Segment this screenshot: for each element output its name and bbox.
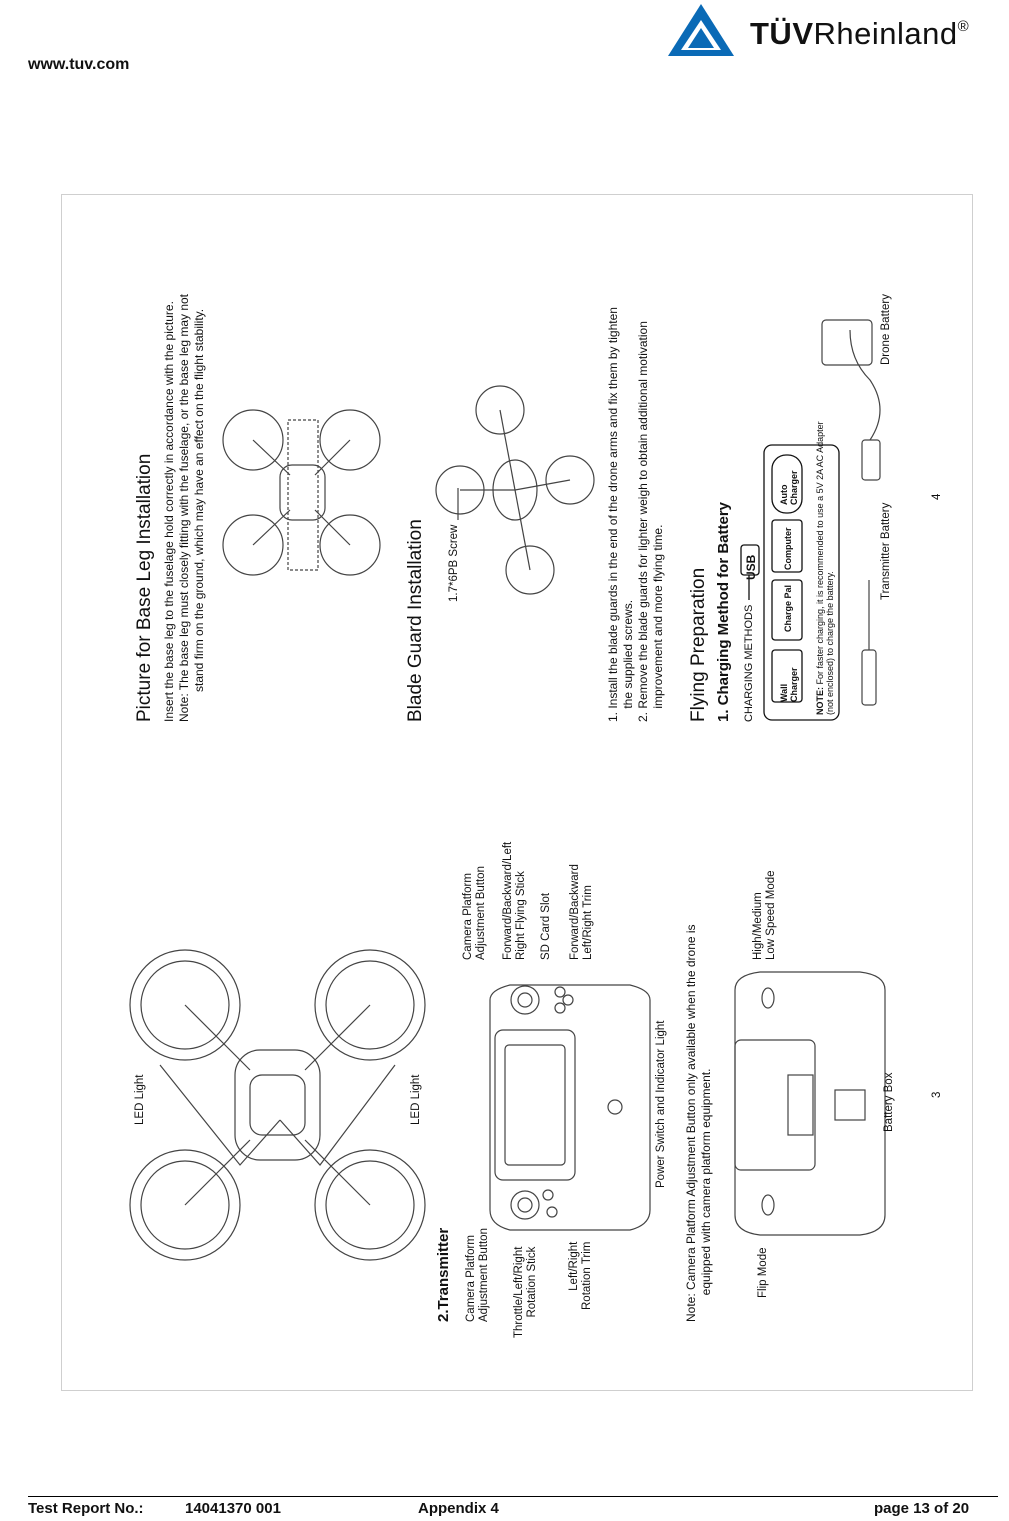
base-leg-drone-illustration (223, 410, 380, 575)
throttle-stick-label: Throttle/Left/Right Rotation Stick (513, 1246, 538, 1338)
transmitter-heading: 2.Transmitter (435, 1227, 452, 1322)
website-url: www.tuv.com (28, 56, 130, 73)
brand-name: TÜVRheinland® (750, 16, 970, 51)
page-indicator: page 13 of 20 (874, 1500, 970, 1517)
base-leg-instructions: Insert the base leg to the fuselage hold correctly in accordance with the picture. Note: The base leg must closely fitting with the fuselage, or the base leg may not stand firm on the ground, which may have an effect on the flight stability. (162, 293, 206, 722)
charging-method-heading: 1. Charging Method for Battery (715, 501, 732, 722)
fwd-trim-label: Forward/Backward Left/Right Trim (569, 864, 594, 960)
footer-rule (28, 1496, 998, 1497)
camera-platform-button-label-left: Camera Platform Adjustment Button (465, 1228, 490, 1322)
battery-box-label: Battery Box (883, 1072, 895, 1132)
appendix-label: Appendix 4 (418, 1500, 499, 1517)
usb-label: USB (744, 554, 758, 580)
led-light-label-top: LED Light (134, 1074, 146, 1125)
flying-stick-label: Forward/Backward/Left Right Flying Stick (502, 841, 527, 960)
charge-pal-label: Charge Pal (783, 584, 793, 632)
manual-page-number-left: 3 (931, 1091, 943, 1098)
charging-methods-label: CHARGING METHODS (743, 604, 755, 722)
report-number-label: Test Report No.: (28, 1500, 144, 1517)
speed-mode-label: High/Medium Low Speed Mode (752, 870, 777, 960)
auto-charger-label: Auto Charger (779, 470, 799, 505)
screw-label: 1.7*6PB Screw (448, 524, 460, 602)
drone-top-view-illustration (130, 950, 425, 1260)
wall-charger-label: Wall Charger (779, 667, 799, 702)
manual-page-number-right: 4 (931, 493, 943, 500)
blade-guard-instructions: 1. Install the blade guards in the end of the drone arms and fix them by tighten the supplied screws. 2. Remove the blade guards for lighter weigh to obtain additional motivation improvement and more flying time. (606, 307, 665, 722)
transmitter-back-illustration (735, 972, 885, 1235)
flying-preparation-heading: Flying Preparation (688, 567, 709, 722)
led-light-label-bottom: LED Light (410, 1074, 422, 1125)
base-leg-heading: Picture for Base Leg Installation (134, 453, 155, 722)
charging-note: NOTE: For faster charging, it is recommended to use a 5V 2A AC Adapter (not enclosed) to charge the battery. (815, 421, 835, 715)
drone-battery-label: Drone Battery (880, 294, 892, 365)
transmitter-front-illustration (490, 985, 650, 1230)
blade-guard-heading: Blade Guard Installation (405, 519, 426, 722)
report-number: 14041370 001 (185, 1500, 281, 1517)
camera-platform-button-label-right: Camera Platform Adjustment Button (462, 866, 487, 960)
sd-card-slot-label: SD Card Slot (540, 892, 552, 960)
transmitter-battery-label: Transmitter Battery (880, 502, 892, 600)
camera-platform-note: Note: Camera Platform Adjustment Button only available when the drone is equipped with camera platform equipment. (684, 924, 713, 1322)
computer-label: Computer (783, 527, 793, 570)
flip-mode-label: Flip Mode (757, 1247, 769, 1298)
rotation-trim-label: Left/Right Rotation Trim (568, 1241, 593, 1310)
power-switch-label: Power Switch and Indicator Light (655, 1020, 667, 1188)
